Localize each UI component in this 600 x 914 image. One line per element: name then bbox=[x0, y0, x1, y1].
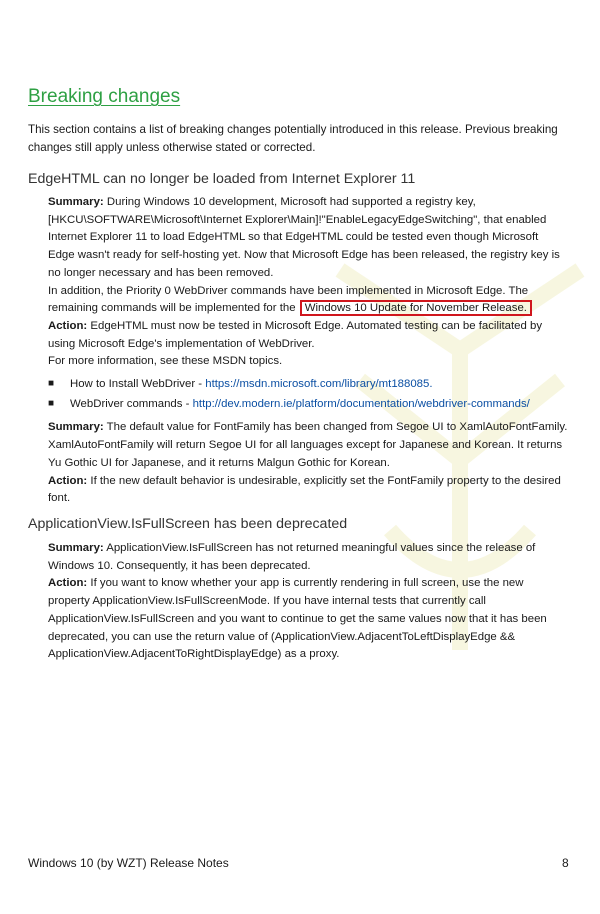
section-title-edgehtml: EdgeHTML can no longer be loaded from Internet Explorer 11 bbox=[28, 171, 416, 187]
summary-fontfamily-paragraph bbox=[48, 419, 568, 472]
more-info-text: For more information, see these MSDN topics. bbox=[48, 355, 283, 368]
summary-label: Summary: bbox=[48, 542, 104, 554]
summary-text: During Windows 10 development, Microsoft had supported a registry key, [HKCU\SOFTWARE\Microsoft\Internet Explorer\Main]!"EnableLegacyEdgeSwitching", that enabled Internet Explorer 11 to load EdgeHTML so that EdgeHTML could be tested even though Microsoft Edge wasn't ready for self-hosting yet. Now that Microsoft Edge has been released, the registry key is no longer necessary and has been removed. bbox=[48, 196, 560, 279]
page-heading: Breaking changes bbox=[28, 86, 181, 107]
action-text: EdgeHTML must now be tested in Microsoft Edge. Automated testing can be facilitated by using Microsoft Edge's implementation of WebDriver. bbox=[48, 319, 543, 350]
action-fontfamily-paragraph bbox=[48, 473, 568, 508]
page-number: 8 bbox=[562, 856, 569, 870]
summary-label: Summary: bbox=[48, 421, 104, 434]
summary-label: Summary: bbox=[48, 196, 104, 208]
bullet-label: How to Install WebDriver - bbox=[70, 378, 206, 391]
webdriver-commands-link[interactable]: http://dev.modern.ie/platform/documentation/webdriver-commands/ bbox=[192, 397, 530, 410]
action-label: Action: bbox=[48, 577, 88, 590]
action-paragraph bbox=[48, 575, 568, 664]
intro-paragraph: This section contains a list of breaking changes potentially introduced in this release. Previous breaking changes still apply unless otherwise stated or corrected. bbox=[28, 123, 558, 154]
action-fontfamily-text: If the new default behavior is undesirable, explicitly set the FontFamily property to the desired font. bbox=[48, 474, 561, 505]
install-webdriver-link[interactable]: https://msdn.microsoft.com/library/mt188085. bbox=[205, 378, 433, 391]
summary-paragraph bbox=[48, 194, 568, 283]
bullet-label: WebDriver commands - bbox=[70, 397, 193, 410]
list-item: ■ WebDriver commands - http://dev.modern.ie/platform/documentation/webdriver-commands/ bbox=[48, 397, 530, 410]
action-paragraph bbox=[48, 318, 568, 353]
section-title-fullscreen: ApplicationView.IsFullScreen has been deprecated bbox=[28, 516, 348, 532]
addition-paragraph bbox=[48, 283, 568, 318]
list-item: ■ How to Install WebDriver - https://msdn.microsoft.com/library/mt188085. bbox=[48, 378, 433, 391]
section-fullscreen-body bbox=[48, 540, 568, 664]
summary-paragraph bbox=[48, 540, 568, 575]
action-label: Action: bbox=[48, 474, 88, 487]
addition-text: In addition, the Priority 0 WebDriver commands have been implemented in Microsoft Edge. The remaining commands will be implemented for the bbox=[48, 284, 529, 315]
highlighted-release-text: Windows 10 Update for November Release. bbox=[300, 300, 532, 316]
action-label: Action: bbox=[48, 319, 88, 332]
section-edgehtml-body bbox=[48, 194, 568, 508]
action-text: If you want to know whether your app is currently rendering in full screen, use the new property ApplicationView.IsFullScreenMode. If you have internal tests that currently call ApplicationView.IsFullScreen and you want to continue to get the same values now that it has been deprecated, you can use the return value of (ApplicationView.AdjacentToLeftDisplayEdge && ApplicationView.AdjacentToRightDisplayEdge) as a proxy. bbox=[48, 577, 547, 661]
summary-text: ApplicationView.IsFullScreen has not returned meaningful values since the release of Windows 10. Consequently, it has been deprecated. bbox=[48, 542, 536, 572]
footer-title: Windows 10 (by WZT) Release Notes bbox=[28, 856, 229, 870]
summary-fontfamily-text: The default value for FontFamily has been changed from Segoe UI to XamlAutoFontFamily. XamlAutoFontFamily will return Segoe UI for all languages except for Japanese and Korean. It returns Yu Gothic UI for Japanese, and it returns Malgun Gothic for Korean. bbox=[48, 421, 568, 469]
